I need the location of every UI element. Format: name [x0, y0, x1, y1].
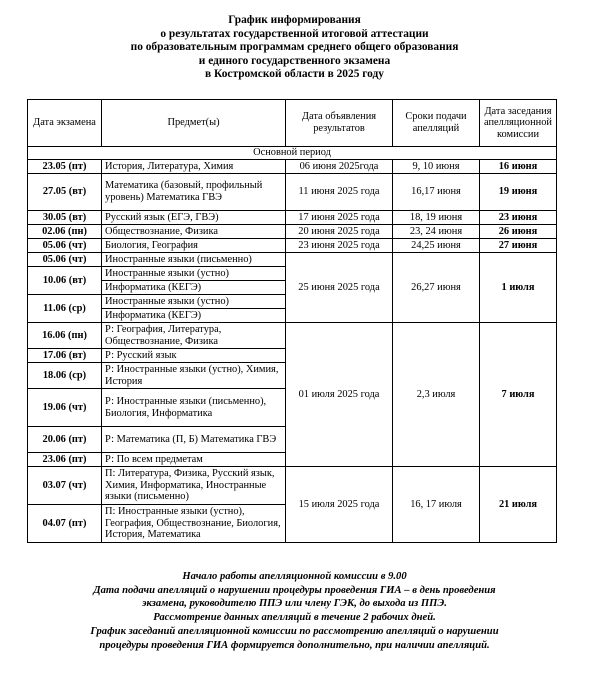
footer-line: График заседаний апелляционной комиссии по рассмотрению апелляций о нарушении — [90, 625, 499, 637]
exam-date: 18.06 (ср) — [28, 363, 102, 389]
header-commission-date: Дата заседания апелляционной комиссии — [480, 100, 557, 147]
commission-date: 16 июня — [480, 160, 557, 174]
commission-date: 23 июня — [480, 211, 557, 225]
exam-subject: Математика (базовый, профильный уровень) Математика ГВЭ — [102, 174, 286, 211]
exam-date: 03.07 (чт) — [28, 467, 102, 505]
appeal-dates: 18, 19 июня — [393, 211, 480, 225]
results-date: 20 июня 2025 года — [286, 225, 393, 239]
exam-date: 05.06 (чт) — [28, 253, 102, 267]
exam-subject: Р: Иностранные языки (устно), Химия, История — [102, 363, 286, 389]
title-line: о результатах государственной итоговой аттестации — [160, 27, 429, 40]
commission-date: 1 июля — [480, 253, 557, 323]
exam-subject: Р: Русский язык — [102, 349, 286, 363]
appeal-dates: 16,17 июня — [393, 174, 480, 211]
results-date: 01 июля 2025 года — [286, 323, 393, 467]
commission-date: 21 июля — [480, 467, 557, 543]
exam-subject: Иностранные языки (устно) — [102, 267, 286, 281]
header-row — [28, 100, 557, 147]
table-row — [28, 467, 557, 505]
header-results-date: Дата объявления результатов — [286, 100, 393, 147]
results-date: 25 июня 2025 года — [286, 253, 393, 323]
table-row — [28, 253, 557, 267]
results-date: 15 июля 2025 года — [286, 467, 393, 543]
exam-subject: Информатика (КЕГЭ) — [102, 281, 286, 295]
exam-date: 11.06 (ср) — [28, 295, 102, 323]
schedule-table — [27, 99, 557, 543]
table-row — [28, 323, 557, 349]
appeal-dates: 9, 10 июня — [393, 160, 480, 174]
exam-subject: Р: Математика (П, Б) Математика ГВЭ — [102, 427, 286, 453]
exam-date: 17.06 (вт) — [28, 349, 102, 363]
exam-subject: Биология, География — [102, 239, 286, 253]
appeal-dates: 2,3 июля — [393, 323, 480, 467]
exam-subject: Русский язык (ЕГЭ, ГВЭ) — [102, 211, 286, 225]
exam-date: 04.07 (пт) — [28, 505, 102, 543]
footer-line: Рассмотрение данных апелляций в течение 2 рабочих дней. — [153, 612, 436, 624]
document-title — [0, 14, 589, 82]
footer-line: Дата подачи апелляций о нарушении процедуры проведения ГИА – в день проведения — [93, 584, 496, 596]
exam-date: 23.06 (пт) — [28, 453, 102, 467]
exam-date: 20.06 (пт) — [28, 427, 102, 453]
table-row — [28, 160, 557, 174]
exam-date: 16.06 (пн) — [28, 323, 102, 349]
header-date: Дата экзамена — [28, 100, 102, 147]
exam-date: 19.06 (чт) — [28, 389, 102, 427]
commission-date: 27 июня — [480, 239, 557, 253]
exam-subject: История, Литература, Химия — [102, 160, 286, 174]
exam-date: 27.05 (вт) — [28, 174, 102, 211]
commission-date: 7 июля — [480, 323, 557, 467]
table-row — [28, 211, 557, 225]
commission-date: 26 июня — [480, 225, 557, 239]
footer-line: экзамена, руководителю ППЭ или члену ГЭК, до выхода из ППЭ. — [142, 598, 447, 610]
exam-subject: Иностранные языки (письменно) — [102, 253, 286, 267]
exam-subject: Р: География, Литература, Обществознание, Физика — [102, 323, 286, 349]
commission-date: 19 июня — [480, 174, 557, 211]
section-title: Основной период — [28, 147, 557, 160]
appeal-dates: 26,27 июня — [393, 253, 480, 323]
exam-subject: Р: По всем предметам — [102, 453, 286, 467]
exam-date: 02.06 (пн) — [28, 225, 102, 239]
table-row — [28, 174, 557, 211]
footer-notes — [0, 570, 589, 652]
title-line: и единого государственного экзамена — [198, 54, 391, 67]
footer-line: Начало работы апелляционной комиссии в 9.00 — [182, 571, 407, 582]
exam-subject: П: Иностранные языки (устно), География, Обществознание, Биология, История, Математика — [102, 505, 286, 543]
footer-line: процедуры проведения ГИА формируется дополнительно, при наличии апелляций. — [99, 639, 490, 651]
appeal-dates: 23, 24 июня — [393, 225, 480, 239]
appeal-dates: 16, 17 июля — [393, 467, 480, 543]
appeal-dates: 24,25 июня — [393, 239, 480, 253]
exam-subject: Информатика (КЕГЭ) — [102, 309, 286, 323]
exam-subject: Обществознание, Физика — [102, 225, 286, 239]
exam-subject: Р: Иностранные языки (письменно), Биология, Информатика — [102, 389, 286, 427]
results-date: 17 июня 2025 года — [286, 211, 393, 225]
results-date: 11 июня 2025 года — [286, 174, 393, 211]
table-row — [28, 239, 557, 253]
table-row — [28, 225, 557, 239]
header-appeal-dates: Сроки подачи апелляций — [393, 100, 480, 147]
title-line: График информирования — [228, 14, 361, 26]
exam-subject: П: Литература, Физика, Русский язык, Химия, Информатика, Иностранные языки (письменно) — [102, 467, 286, 505]
results-date: 06 июня 2025года — [286, 160, 393, 174]
exam-subject: Иностранные языки (устно) — [102, 295, 286, 309]
results-date: 23 июня 2025 года — [286, 239, 393, 253]
exam-date: 23.05 (пт) — [28, 160, 102, 174]
section-row — [28, 147, 557, 160]
header-subject: Предмет(ы) — [102, 100, 286, 147]
title-line: в Костромской области в 2025 году — [205, 68, 384, 81]
title-line: по образовательным программам среднего общего образования — [130, 41, 459, 54]
exam-date: 05.06 (чт) — [28, 239, 102, 253]
exam-date: 30.05 (вт) — [28, 211, 102, 225]
exam-date: 10.06 (вт) — [28, 267, 102, 295]
